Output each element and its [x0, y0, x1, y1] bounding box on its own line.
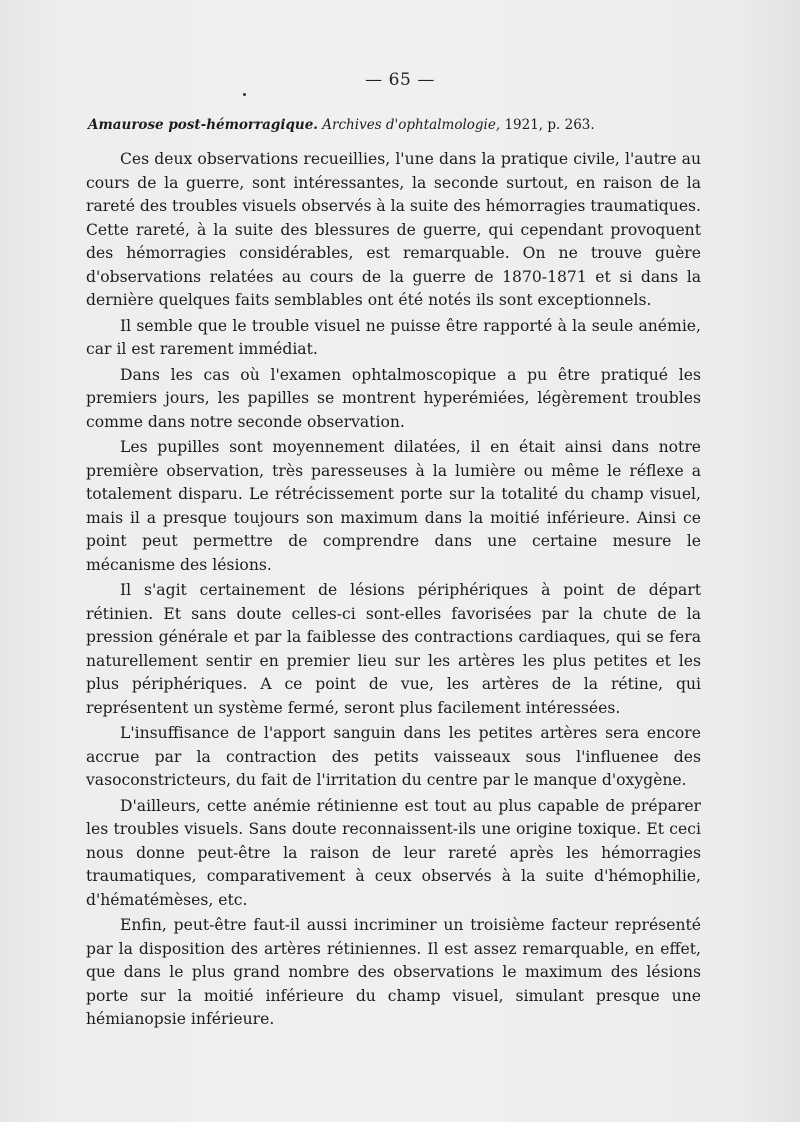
reference-journal: Archives d'ophtalmologie,: [322, 117, 501, 133]
paragraph: Les pupilles sont moyennement dilatées, il en était ainsi dans notre première observation, très paresseuses à la lumière ou même le réflexe a totalement disparu. Le rétrécissement porte sur la totalité du champ visuel, mais il a presque toujours son maximum dans la moitié inférieure. Ainsi ce point peut permettre de comprendre dans une certaine mesure le mécanisme des lésions.: [86, 438, 701, 574]
reference-title: Amaurose post-hémorragique.: [88, 117, 318, 133]
paragraph: Il s'agit certainement de lésions périphériques à point de départ rétinien. Et sans doute celles-ci sont-elles favorisées par la chute de la pression générale et par la faiblesse des contractions cardiaques, qui se fera naturellement sentir en premier lieu sur les artères les plus petites et les plus périphériques. A ce point de vue, les artères de la rétine, qui représentent un système fermé, seront plus facilement intéressées.: [86, 581, 701, 717]
body-text: [86, 148, 701, 1034]
page-number: [0, 70, 800, 90]
page-number-dash-left: —: [365, 70, 383, 90]
paragraph: Ces deux observations recueillies, l'une dans la pratique civile, l'autre au cours de la guerre, sont intéressantes, la seconde surtout, en raison de la rareté des troubles visuels observés à la suite des hémorragies traumatiques. Cette rareté, à la suite des blessures de guerre, qui cependant provoquent des hémorragies considérables, est remarquable. On ne trouve guère d'observations relatées au cours de la guerre de 1870-1871 et si dans la dernière quelques faits semblables ont été notés ils sont exceptionnels.: [86, 150, 702, 309]
page-number-value: 65: [388, 70, 412, 90]
paragraph: Dans les cas où l'examen ophtalmoscopique a pu être pratiqué les premiers jours, les papilles se montrent hyperémiées, légèrement troubles comme dans notre seconde observation.: [86, 365, 701, 431]
bibliographic-reference: [88, 114, 708, 136]
paragraph: L'insuffisance de l'apport sanguin dans les petites artères sera encore accrue par la contraction des petits vaisseaux sous l'influenee des vasoconstricteurs, du fait de l'irritation du centre par le manque d'oxygène.: [86, 724, 701, 789]
page-number-dash-right: —: [417, 70, 435, 90]
paragraph: Il semble que le trouble visuel ne puisse être rapporté à la seule anémie, car il est rarement immédiat.: [86, 316, 701, 358]
ink-speck: [243, 93, 246, 96]
paragraph: D'ailleurs, cette anémie rétinienne est tout au plus capable de préparer les troubles visuels. Sans doute reconnaissent-ils une origine toxique. Et ceci nous donne peut-être la raison de leur rareté après les hémorragies traumatiques, comparativement à ceux observés à la suite d'hémophilie, d'hématémèses, etc.: [86, 796, 701, 909]
paragraph: Enfin, peut-être faut-il aussi incriminer un troisième facteur représenté par la disposition des artères rétiniennes. Il est assez remarquable, en effet, que dans le plus grand nombre des observations le maximum des lésions porte sur la moitié inférieure du champ visuel, simulant presque une hémianopsie inférieure.: [86, 916, 701, 1028]
reference-details: 1921, p. 263.: [504, 117, 595, 133]
